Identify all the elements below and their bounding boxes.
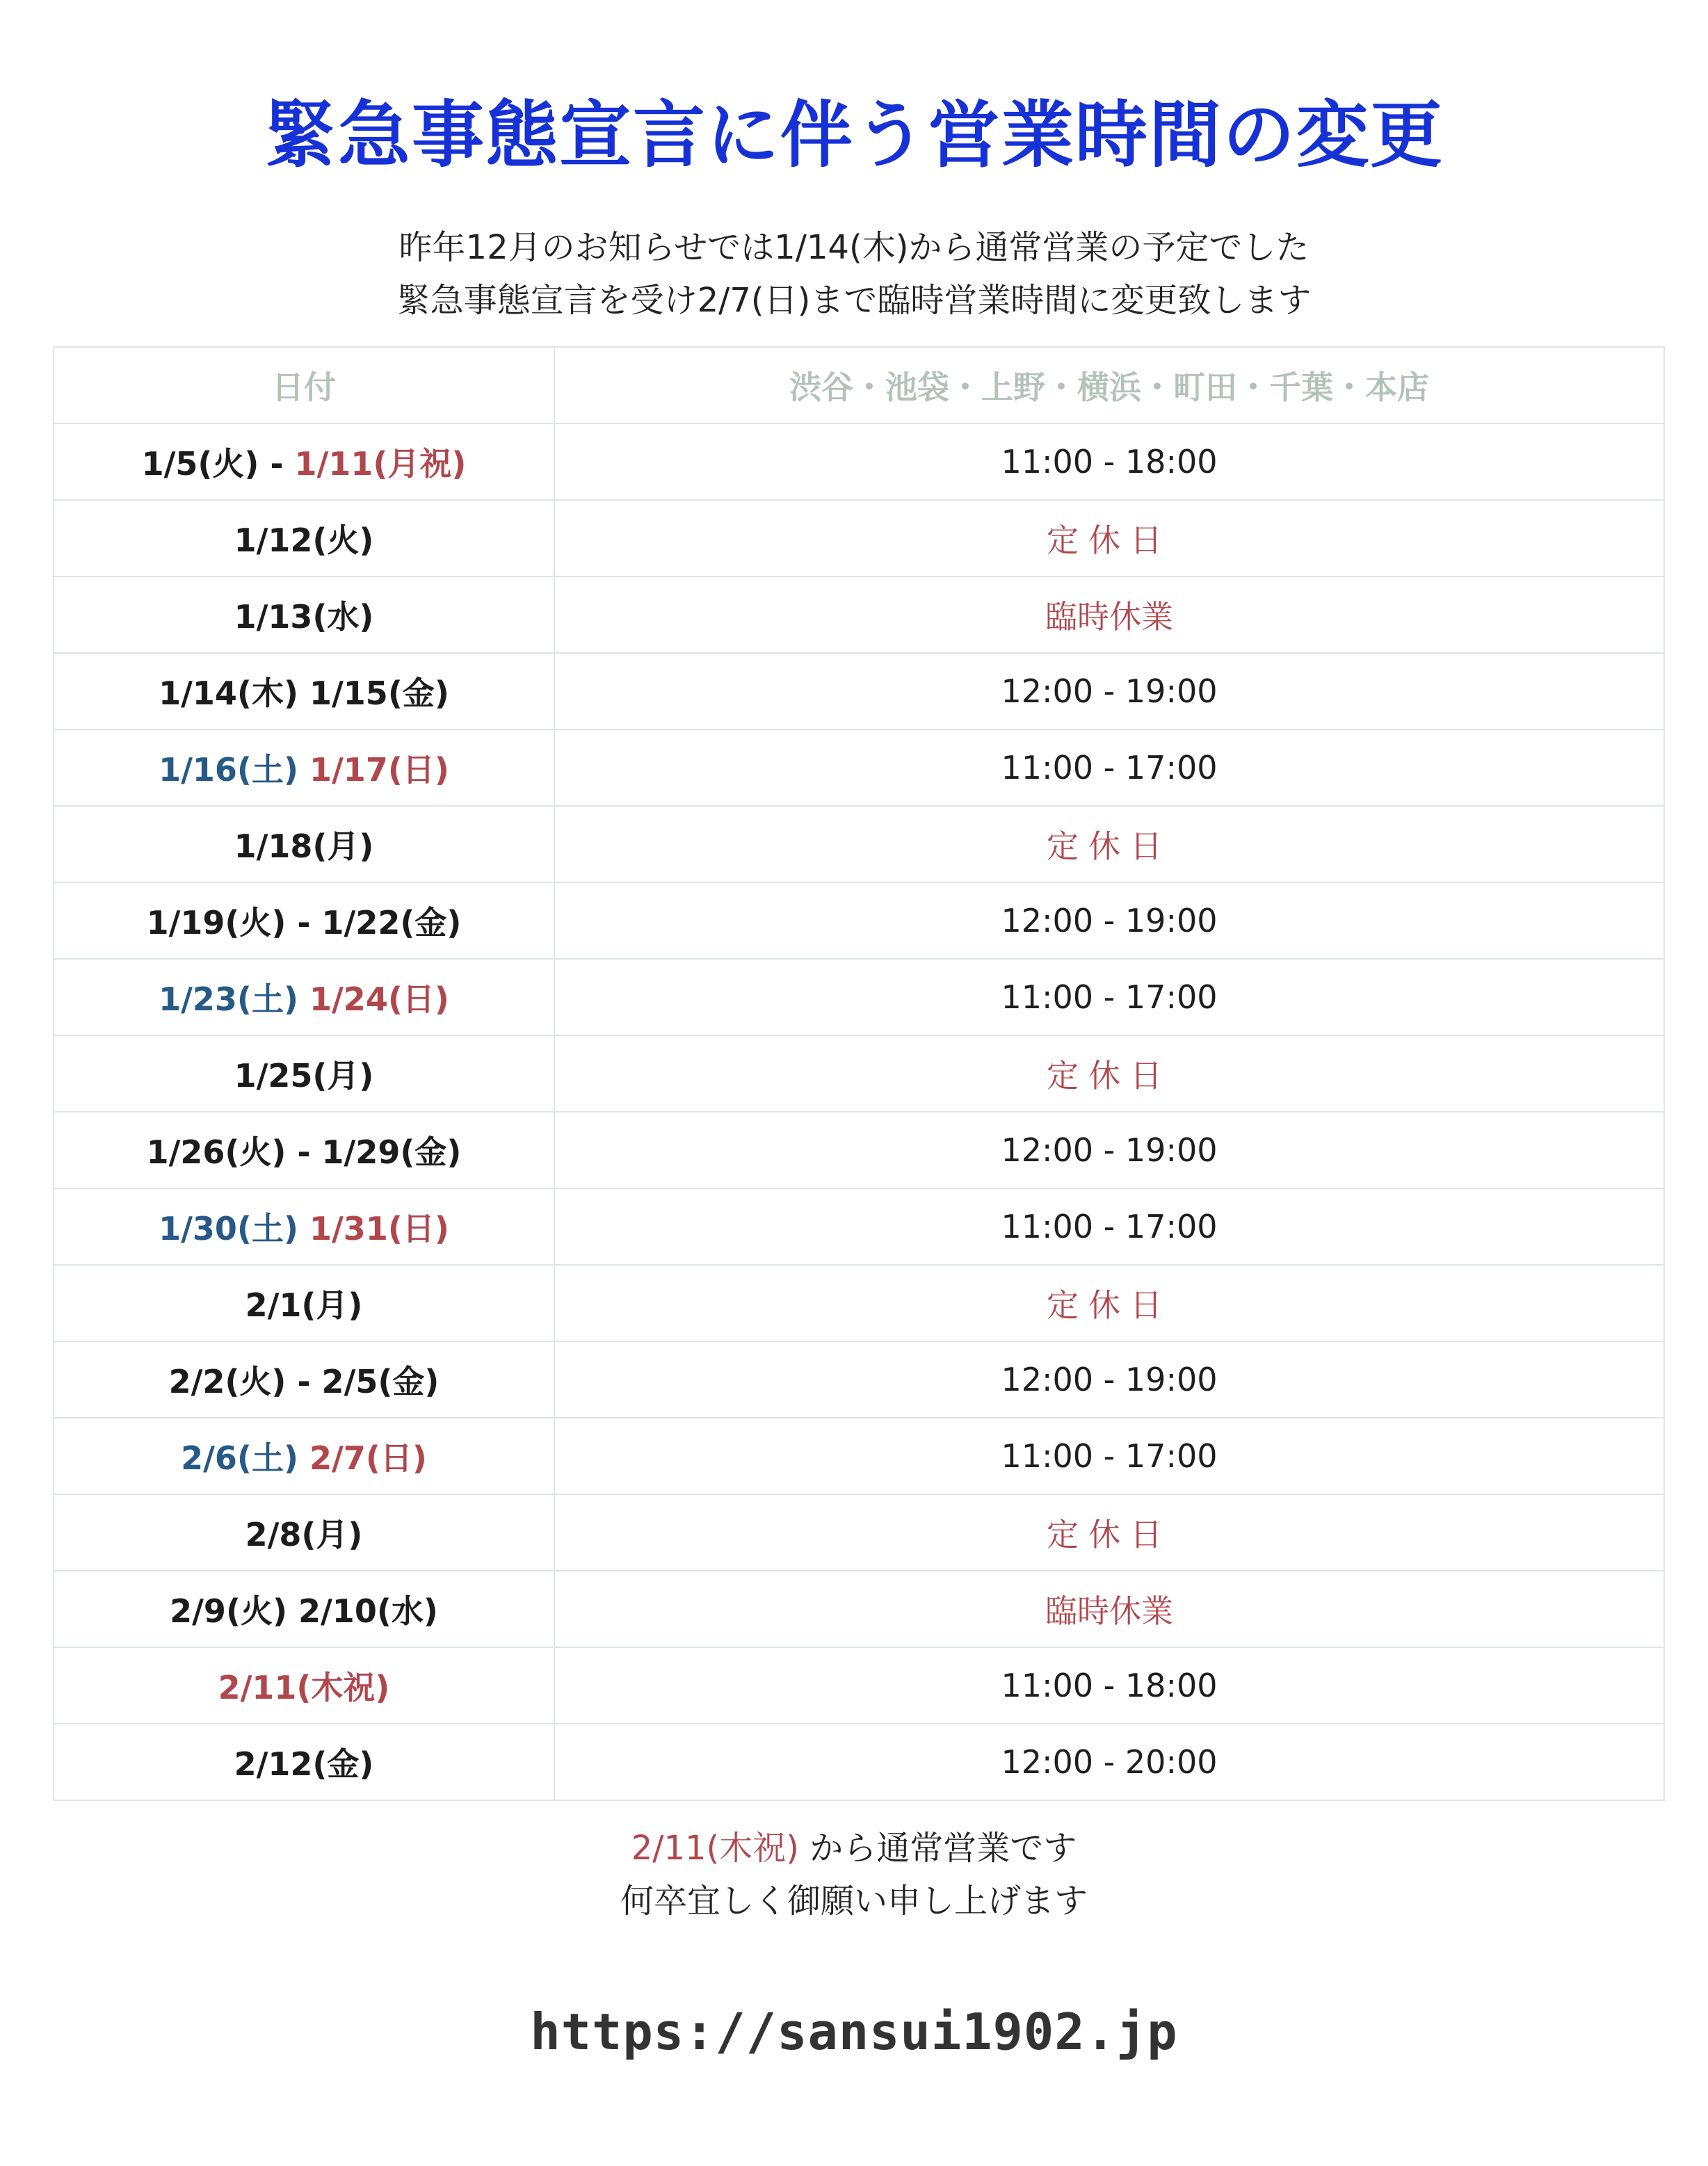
table-row (54, 1418, 1664, 1494)
date-cell (54, 1494, 554, 1571)
date-cell (54, 1341, 554, 1418)
hours-cell: 臨時休業 (554, 1571, 1664, 1647)
date-cell (54, 729, 554, 806)
date-segment: 1/31(日) (309, 1210, 449, 1247)
resume-text: から通常営業です (798, 1829, 1077, 1868)
table-row (54, 1035, 1664, 1112)
date-segment: 1/16(土) (159, 751, 309, 789)
table-row (54, 500, 1664, 576)
date-segment: 1/11(月祝) (294, 445, 467, 483)
date-cell (54, 500, 554, 576)
table-row (54, 1494, 1664, 1571)
schedule-body (54, 423, 1664, 1800)
hours-cell: 12:00 - 20:00 (554, 1724, 1664, 1800)
hours-cell: 11:00 - 17:00 (554, 959, 1664, 1035)
table-row (54, 882, 1664, 959)
hours-cell: 11:00 - 17:00 (554, 1188, 1664, 1265)
intro-line-2: 緊急事態宣言を受け2/7(日)まで臨時営業時間に変更致します (396, 281, 1312, 320)
footer-note (0, 1822, 1708, 1927)
intro-line-1: 昨年12月のお知らせでは1/14(木)から通常営業の予定でした (398, 228, 1310, 267)
date-cell (54, 1647, 554, 1724)
resume-line (0, 1822, 1708, 1875)
date-segment: 1/5(火) - (141, 445, 295, 483)
table-header-row (54, 347, 1664, 423)
table-row (54, 1724, 1664, 1800)
date-segment: 1/14(木) 1/15(金) (159, 674, 449, 712)
closing-line: 何卒宜しく御願い申し上げます (620, 1882, 1088, 1921)
date-segment: 1/25(月) (234, 1057, 374, 1094)
hours-cell: 11:00 - 18:00 (554, 1647, 1664, 1724)
hours-cell: 11:00 - 17:00 (554, 1418, 1664, 1494)
header-date: 日付 (54, 347, 554, 423)
table-row (54, 1571, 1664, 1647)
hours-cell: 11:00 - 18:00 (554, 423, 1664, 500)
schedule-table (53, 346, 1665, 1801)
hours-cell: 12:00 - 19:00 (554, 1341, 1664, 1418)
intro-text (0, 221, 1708, 327)
hours-cell: 定休日 (554, 1265, 1664, 1341)
date-cell (54, 1265, 554, 1341)
date-cell (54, 576, 554, 653)
hours-cell: 12:00 - 19:00 (554, 1112, 1664, 1188)
hours-cell: 定休日 (554, 806, 1664, 882)
hours-cell: 定休日 (554, 500, 1664, 576)
date-segment: 2/9(火) 2/10(水) (170, 1592, 438, 1630)
date-segment: 2/6(土) (181, 1439, 309, 1477)
date-segment: 2/1(月) (245, 1286, 363, 1324)
date-segment: 1/23(土) (159, 980, 309, 1018)
date-cell (54, 1724, 554, 1800)
hours-cell: 定休日 (554, 1494, 1664, 1571)
date-cell (54, 653, 554, 729)
table-row (54, 806, 1664, 882)
date-cell (54, 959, 554, 1035)
date-segment: 1/30(土) (159, 1210, 309, 1247)
date-cell (54, 1571, 554, 1647)
date-segment: 1/26(火) - 1/29(金) (146, 1133, 462, 1171)
page-title: 緊急事態宣言に伴う営業時間の変更 (264, 92, 1444, 177)
date-cell (54, 1418, 554, 1494)
date-cell (54, 1188, 554, 1265)
hours-cell: 11:00 - 17:00 (554, 729, 1664, 806)
table-row (54, 653, 1664, 729)
hours-cell: 臨時休業 (554, 576, 1664, 653)
date-segment: 1/24(日) (309, 980, 449, 1018)
date-segment: 1/13(水) (234, 598, 374, 636)
header-stores: 渋谷・池袋・上野・横浜・町田・千葉・本店 (554, 347, 1664, 423)
date-segment: 1/17(日) (309, 751, 449, 789)
date-segment: 2/8(月) (245, 1516, 363, 1553)
table-row (54, 1188, 1664, 1265)
table-row (54, 729, 1664, 806)
date-segment: 2/2(火) - 2/5(金) (168, 1363, 440, 1400)
hours-cell: 12:00 - 19:00 (554, 653, 1664, 729)
table-row (54, 959, 1664, 1035)
date-cell (54, 423, 554, 500)
hours-cell: 定休日 (554, 1035, 1664, 1112)
date-cell (54, 882, 554, 959)
resume-date: 2/11(木祝) (631, 1829, 799, 1868)
date-segment: 2/12(金) (234, 1745, 374, 1783)
hours-cell: 12:00 - 19:00 (554, 882, 1664, 959)
date-segment: 1/18(月) (234, 827, 374, 865)
date-cell (54, 1112, 554, 1188)
date-segment: 1/12(火) (234, 522, 374, 559)
website-url: https://sansui1902.jp (530, 2003, 1178, 2061)
date-segment: 2/11(木祝) (218, 1669, 390, 1706)
table-row (54, 1647, 1664, 1724)
table-row (54, 423, 1664, 500)
table-row (54, 576, 1664, 653)
date-segment: 2/7(日) (309, 1439, 427, 1477)
date-cell (54, 806, 554, 882)
date-segment: 1/19(火) - 1/22(金) (146, 904, 462, 941)
table-row (54, 1265, 1664, 1341)
date-cell (54, 1035, 554, 1112)
table-row (54, 1341, 1664, 1418)
table-row (54, 1112, 1664, 1188)
